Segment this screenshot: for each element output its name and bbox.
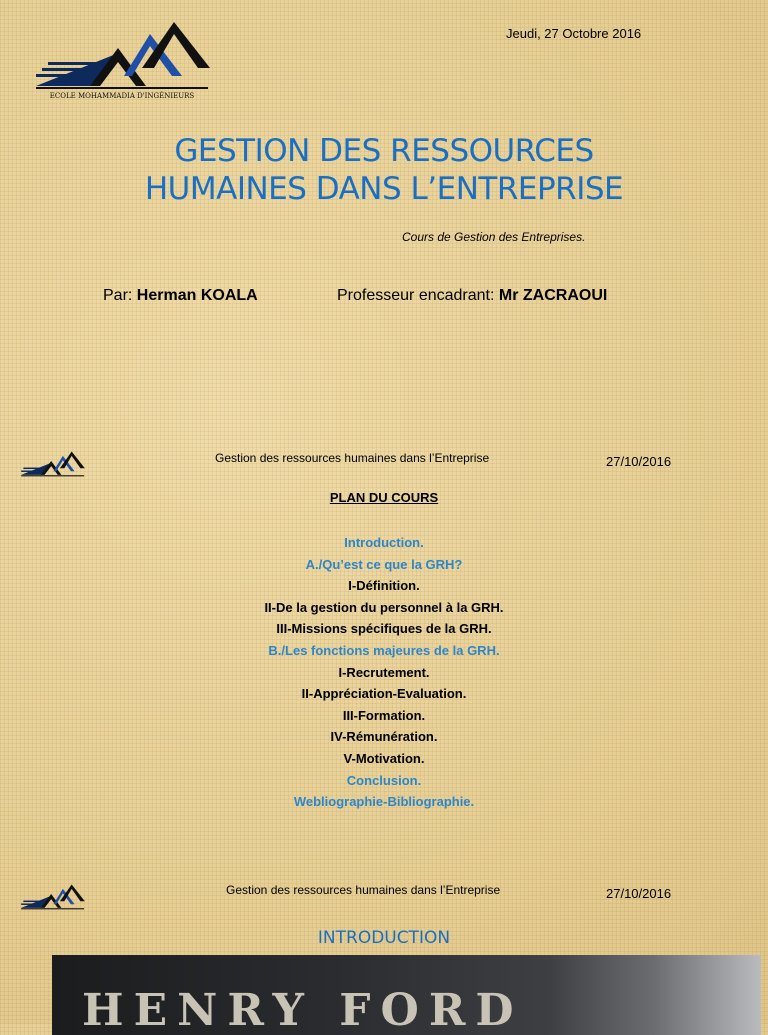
plan-item: III-Missions spécifiques de la GRH. bbox=[276, 621, 492, 637]
plan-item: Introduction. bbox=[344, 535, 424, 550]
title-line-2: HUMAINES DANS L’ENTREPRISE bbox=[144, 171, 624, 207]
plan-slide bbox=[0, 440, 768, 840]
photo-caption: HENRY FORD bbox=[82, 985, 524, 1035]
henry-ford-photo bbox=[52, 955, 761, 1035]
logo-caption: ECOLE MOHAMMADIA D'INGÉNIEURS bbox=[49, 92, 195, 100]
slide-header-date: 27/10/2016 bbox=[606, 886, 672, 901]
slide-header-title: Gestion des ressources humaines dans l’Entreprise bbox=[226, 883, 501, 897]
emi-logo-small bbox=[18, 450, 88, 480]
page-title bbox=[0, 132, 768, 208]
plan-title: PLAN DU COURS bbox=[329, 490, 439, 505]
author-name: Herman KOALA bbox=[136, 287, 258, 304]
plan-item: II-Appréciation-Evaluation. bbox=[301, 686, 467, 702]
section-title: INTRODUCTION bbox=[317, 928, 451, 948]
introduction-slide bbox=[0, 872, 768, 1035]
plan-item: V-Motivation. bbox=[343, 750, 425, 766]
professor-line bbox=[337, 287, 607, 305]
professor-name: Mr ZACRAOUI bbox=[498, 287, 608, 304]
course-subtitle: Cours de Gestion des Entreprises. bbox=[402, 230, 586, 244]
author-label: Par: bbox=[103, 287, 137, 304]
plan-item: B./Les fonctions majeures de la GRH. bbox=[268, 642, 500, 658]
author-line bbox=[103, 287, 258, 305]
plan-item: III-Formation. bbox=[342, 707, 426, 723]
plan-list bbox=[0, 532, 768, 813]
plan-item: Conclusion. bbox=[346, 772, 422, 788]
plan-item: IV-Rémunération. bbox=[330, 729, 438, 745]
emi-logo bbox=[32, 18, 214, 100]
title-line-1: GESTION DES RESSOURCES bbox=[174, 133, 594, 169]
emi-logo-small bbox=[18, 883, 88, 913]
title-slide bbox=[0, 0, 768, 420]
plan-item: I-Recrutement. bbox=[338, 664, 430, 680]
plan-item: A./Qu’est ce que la GRH? bbox=[305, 556, 463, 572]
plan-item: II-De la gestion du personnel à la GRH. bbox=[264, 599, 504, 615]
plan-item: Webliographie-Bibliographie. bbox=[293, 794, 475, 810]
professor-label: Professeur encadrant: bbox=[337, 287, 499, 304]
presentation-date: Jeudi, 27 Octobre 2016 bbox=[506, 26, 642, 41]
slide-header-title: Gestion des ressources humaines dans l’Entreprise bbox=[215, 451, 490, 465]
plan-item: I-Définition. bbox=[348, 578, 420, 594]
slide-header-date: 27/10/2016 bbox=[606, 454, 672, 469]
